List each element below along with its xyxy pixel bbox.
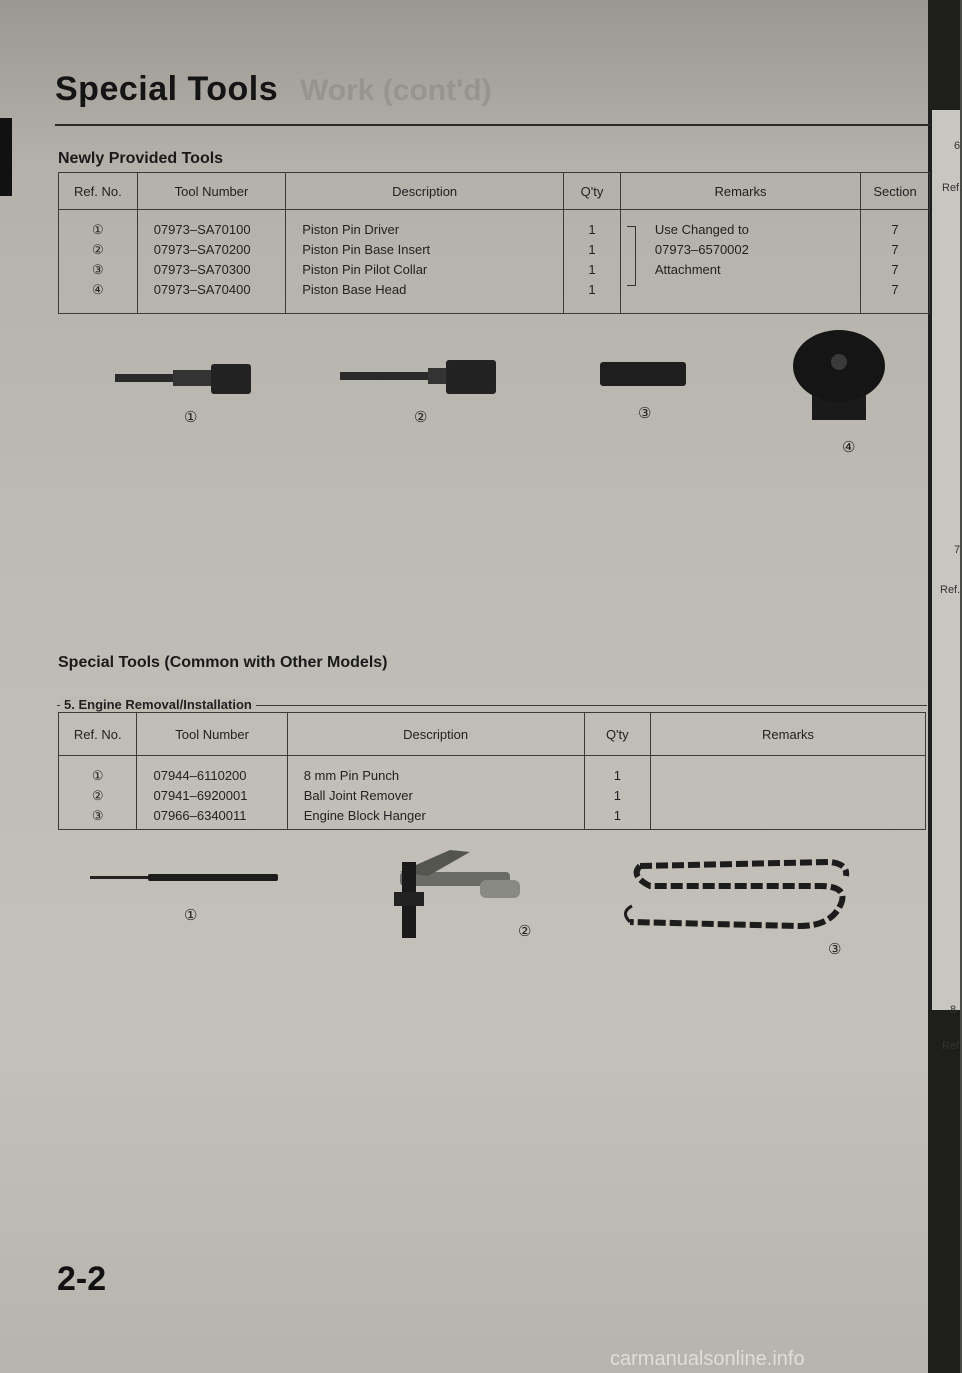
qty-cell (564, 210, 621, 314)
section-number: 7 (891, 222, 899, 237)
qty: 1 (588, 262, 596, 277)
newly-provided-table (58, 172, 930, 314)
section-number: 7 (891, 242, 899, 257)
qty: 1 (588, 282, 596, 297)
tool-number-cell (137, 210, 286, 314)
ref-number: ② (91, 788, 104, 803)
piston-pin-driver-image (115, 360, 255, 400)
callout-label: ② (518, 923, 532, 940)
bookmark-tab (0, 118, 12, 196)
col-description: Description (286, 173, 564, 210)
adjacent-label: Ref. (940, 584, 961, 596)
common-tools-table (58, 712, 926, 830)
watermark: carmanualsonline.info (610, 1348, 805, 1370)
col-tool-number: Tool Number (137, 173, 286, 210)
col-remarks: Remarks (651, 713, 926, 756)
col-description: Description (287, 713, 584, 756)
ref-number: ③ (91, 808, 104, 823)
callout-label: ③ (828, 941, 842, 958)
ref-number: ② (92, 242, 104, 257)
group-label: 5. Engine Removal/Installation (60, 697, 256, 712)
adjacent-label: 6 (954, 140, 961, 152)
remarks-cell (620, 210, 860, 314)
description-cell (286, 210, 564, 314)
col-qty: Q'ty (584, 713, 651, 756)
remarks-group (621, 220, 860, 280)
callout-label: ② (414, 409, 428, 426)
pin-punch-image (90, 868, 290, 888)
col-section: Section (861, 173, 930, 210)
tool-number: 07941–6920001 (153, 788, 248, 803)
tool-number: 07973–SA70200 (153, 242, 251, 257)
tool-number: 07973–SA70100 (153, 222, 251, 237)
ball-joint-remover-image (380, 842, 530, 942)
description: Piston Pin Driver (302, 222, 400, 237)
col-ref: Ref. No. (59, 713, 137, 756)
callout-label: ① (184, 409, 198, 426)
description: Piston Pin Base Insert (302, 242, 431, 257)
page-number: 2-2 (57, 1260, 107, 1298)
ref-number: ① (91, 768, 104, 783)
col-ref: Ref. No. (59, 173, 138, 210)
qty: 1 (588, 222, 596, 237)
tool-number: 07966–6340011 (153, 808, 247, 823)
piston-base-head-image (790, 326, 890, 426)
ref-number: ④ (92, 282, 104, 297)
qty-cell (584, 756, 651, 830)
callout-label: ④ (842, 439, 856, 456)
ref-cell (59, 756, 137, 830)
callout-label: ③ (638, 405, 652, 422)
col-tool-number: Tool Number (137, 713, 287, 756)
piston-pin-pilot-collar-image (600, 360, 690, 390)
bleed-through-text: Work (cont'd) (300, 74, 492, 107)
section-number: 7 (891, 282, 899, 297)
qty: 1 (588, 242, 596, 257)
brace-icon (627, 226, 636, 286)
ref-cell (59, 210, 138, 314)
tool-number: 07973–SA70400 (153, 282, 251, 297)
adjacent-page-edge (932, 110, 960, 1010)
ref-number: ③ (92, 262, 104, 277)
adjacent-label: 8 (950, 1004, 957, 1016)
remarks-cell (651, 756, 926, 830)
adjacent-label: Ref (942, 1040, 960, 1052)
remarks-line: Attachment (654, 262, 721, 277)
section-number: 7 (891, 262, 899, 277)
col-qty: Q'ty (564, 173, 621, 210)
description: Engine Block Hanger (303, 808, 426, 823)
adjacent-label: 7 (954, 544, 961, 556)
common-tools-heading: Special Tools (Common with Other Models) (58, 654, 388, 671)
piston-pin-base-insert-image (340, 358, 500, 398)
description: Ball Joint Remover (303, 788, 413, 803)
ref-number: ① (92, 222, 104, 237)
section-cell (861, 210, 930, 314)
newly-provided-heading: Newly Provided Tools (58, 150, 224, 167)
description: Piston Pin Pilot Collar (302, 262, 428, 277)
page-title: Special Tools (55, 70, 279, 108)
col-remarks: Remarks (620, 173, 860, 210)
adjacent-label: Ref. (942, 182, 962, 194)
description-cell (287, 756, 584, 830)
qty: 1 (613, 788, 621, 803)
description: 8 mm Pin Punch (303, 768, 400, 783)
remarks-line: Use Changed to (654, 222, 749, 237)
tool-number: 07944–6110200 (153, 768, 247, 783)
engine-block-hanger-image (620, 846, 860, 946)
tool-number-cell (137, 756, 287, 830)
title-rule (55, 124, 930, 126)
tool-number: 07973–SA70300 (153, 262, 251, 277)
description: Piston Base Head (302, 282, 407, 297)
callout-label: ① (184, 907, 198, 924)
qty: 1 (613, 808, 621, 823)
qty: 1 (613, 768, 621, 783)
remarks-line: 07973–6570002 (654, 242, 749, 257)
